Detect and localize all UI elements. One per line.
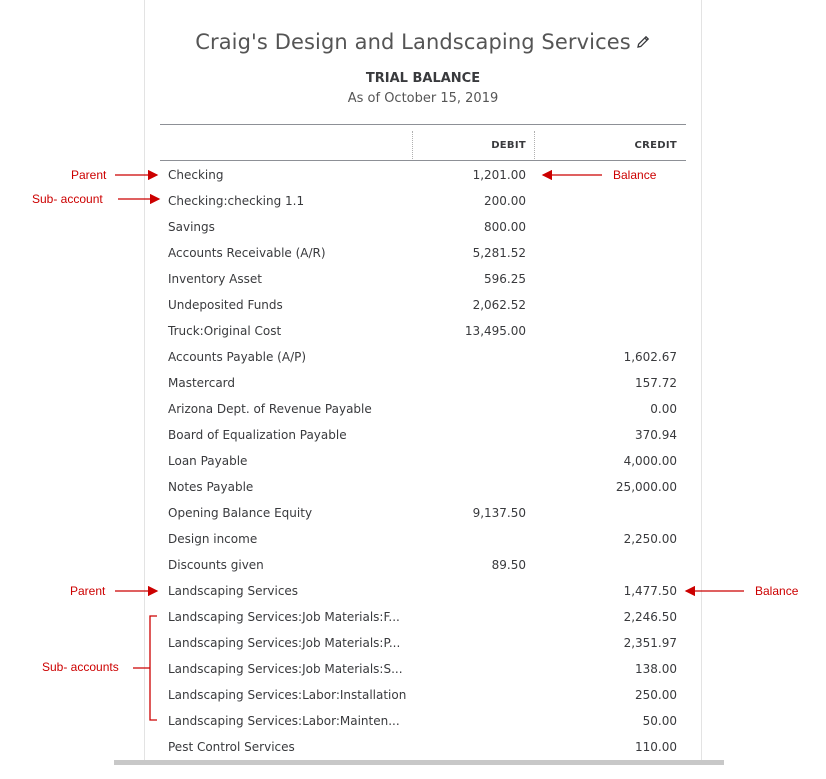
annotation-balance-label: Balance <box>613 168 657 182</box>
annotation-sub-account-label: Sub- account <box>32 192 103 206</box>
credit-amount[interactable]: 4,000.00 <box>623 454 677 468</box>
annotation-parent-label: Parent <box>70 584 106 598</box>
credit-amount[interactable]: 1,602.67 <box>623 350 677 364</box>
credit-amount[interactable]: 2,351.97 <box>623 636 677 650</box>
account-name[interactable]: Savings <box>168 220 215 234</box>
annotation-parent-label: Parent <box>71 168 107 182</box>
debit-amount[interactable]: 89.50 <box>491 558 526 572</box>
company-name: Craig's Design and Landscaping Services <box>195 30 631 54</box>
account-name[interactable]: Discounts given <box>168 558 264 572</box>
debit-amount[interactable]: 13,495.00 <box>464 324 526 338</box>
account-name[interactable]: Accounts Payable (A/P) <box>168 350 307 364</box>
account-name[interactable]: Landscaping Services:Job Materials:P... <box>168 636 401 650</box>
account-name[interactable]: Notes Payable <box>168 480 254 494</box>
credit-amount[interactable]: 50.00 <box>642 714 677 728</box>
report-title: TRIAL BALANCE <box>365 71 481 86</box>
annotation-sub-accounts-label: Sub- accounts <box>42 660 119 674</box>
debit-amount[interactable]: 1,201.00 <box>472 168 526 182</box>
debit-amount[interactable]: 200.00 <box>484 194 526 208</box>
column-header-debit[interactable]: DEBIT <box>491 140 526 151</box>
credit-amount[interactable]: 1,477.50 <box>623 584 677 598</box>
account-name[interactable]: Loan Payable <box>168 454 248 468</box>
account-name[interactable]: Arizona Dept. of Revenue Payable <box>168 402 372 416</box>
account-name[interactable]: Mastercard <box>168 376 236 390</box>
account-name[interactable]: Inventory Asset <box>168 272 262 286</box>
account-name[interactable]: Checking <box>168 168 224 182</box>
credit-amount[interactable]: 0.00 <box>650 402 677 416</box>
account-name[interactable]: Landscaping Services:Labor:Installation <box>168 688 407 702</box>
account-name[interactable]: Truck:Original Cost <box>168 324 282 338</box>
bracket-sub-accounts <box>150 616 157 720</box>
debit-amount[interactable]: 5,281.52 <box>472 246 526 260</box>
account-name[interactable]: Design income <box>168 532 258 546</box>
account-name[interactable]: Undeposited Funds <box>168 298 283 312</box>
credit-amount[interactable]: 370.94 <box>635 428 677 442</box>
debit-amount[interactable]: 2,062.52 <box>472 298 526 312</box>
account-name[interactable]: Landscaping Services:Job Materials:F... <box>168 610 400 624</box>
report-date: As of October 15, 2019 <box>347 91 499 106</box>
debit-amount[interactable]: 9,137.50 <box>472 506 526 520</box>
account-name[interactable]: Landscaping Services:Labor:Mainten... <box>168 714 400 728</box>
account-name[interactable]: Board of Equalization Payable <box>168 428 347 442</box>
account-name[interactable]: Landscaping Services <box>168 584 299 598</box>
account-name[interactable]: Opening Balance Equity <box>168 506 313 520</box>
account-name[interactable]: Checking:checking 1.1 <box>168 194 305 208</box>
credit-amount[interactable]: 250.00 <box>635 688 677 702</box>
credit-amount[interactable]: 110.00 <box>635 740 677 754</box>
credit-amount[interactable]: 138.00 <box>635 662 677 676</box>
account-name[interactable]: Landscaping Services:Job Materials:S... <box>168 662 403 676</box>
annotation-balance-label: Balance <box>755 584 799 598</box>
account-name[interactable]: Accounts Receivable (A/R) <box>168 246 326 260</box>
column-header-credit[interactable]: CREDIT <box>634 140 677 151</box>
credit-amount[interactable]: 2,246.50 <box>623 610 677 624</box>
credit-amount[interactable]: 2,250.00 <box>623 532 677 546</box>
account-name[interactable]: Pest Control Services <box>168 740 295 754</box>
debit-amount[interactable]: 596.25 <box>484 272 526 286</box>
credit-amount[interactable]: 25,000.00 <box>615 480 677 494</box>
debit-amount[interactable]: 800.00 <box>484 220 526 234</box>
credit-amount[interactable]: 157.72 <box>635 376 677 390</box>
